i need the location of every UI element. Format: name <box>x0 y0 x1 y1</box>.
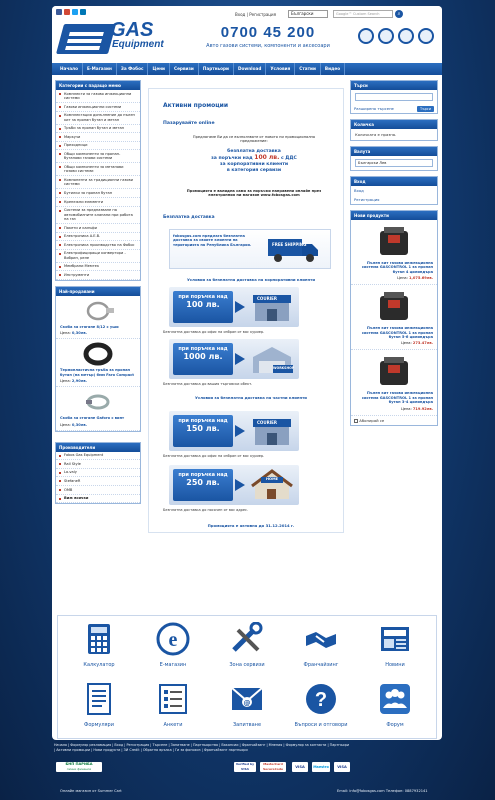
eshop-icon <box>156 622 190 656</box>
bank-logo[interactable] <box>56 762 102 772</box>
category-item[interactable]: Комплекти за газово инжекционни системи <box>56 90 140 103</box>
svg-text:@: @ <box>243 699 251 707</box>
search-box <box>350 80 438 114</box>
home-icon <box>249 469 295 501</box>
tile-pre: при поръчка над <box>178 294 228 300</box>
main-nav <box>52 63 442 75</box>
logo-text-gas: GAS <box>110 19 154 41</box>
cart-box <box>350 119 438 141</box>
category-item[interactable]: Крепежни елементи <box>56 198 140 207</box>
polls-icon <box>156 682 190 716</box>
nav-item-about[interactable]: За Фобос <box>117 63 149 75</box>
twitter-icon[interactable] <box>72 9 78 15</box>
forum-tile[interactable] <box>360 680 430 738</box>
delivery-tile <box>169 411 299 451</box>
news-label: Новини <box>385 662 405 668</box>
footer-links-row[interactable]: | Активни промоции | Нови продукти | ЗИ Credit | Обратна връзка | Ги за фонохиз | Франчайзинг партньори <box>54 748 248 752</box>
page <box>52 6 442 740</box>
ecu-box-icon <box>374 353 414 389</box>
price-label: Цена: <box>400 341 412 346</box>
bestseller-price: 2,90лв. <box>71 379 88 384</box>
nav-item-home[interactable]: Начало <box>52 63 83 75</box>
clamp-icon <box>78 390 118 414</box>
faq-tile[interactable] <box>286 680 356 738</box>
footer-badges <box>56 762 440 784</box>
certificate-badge-icon <box>398 28 414 44</box>
new-product-name[interactable]: Пълен кит газова инжекционна система GASCONTROL 1 за пропан бутан 4 цилиндъра <box>361 261 433 274</box>
language-select[interactable]: Български <box>288 10 328 18</box>
calculator-icon <box>82 622 116 656</box>
phone-label: Телефон: <box>385 789 404 793</box>
bestseller-name[interactable]: Скоба за стягане 8/12 с уши <box>60 324 119 329</box>
arrow-right-icon <box>235 353 245 365</box>
delivery-tile <box>169 465 299 505</box>
tools-icon <box>230 622 264 656</box>
social-links <box>56 9 86 15</box>
category-item[interactable]: Общи компоненти за метанови газови системи <box>56 163 140 176</box>
facebook-icon[interactable] <box>56 9 62 15</box>
free-shipping-label: FREE SHIPPING <box>272 242 307 247</box>
tile-pre: при поръчка над <box>178 472 228 478</box>
free-shipping-card <box>169 229 331 269</box>
tile-pre: при поръчка над <box>178 346 228 352</box>
envelope-at-icon <box>230 682 264 716</box>
login-link[interactable]: Вход <box>354 188 364 193</box>
ecu-box-icon <box>374 288 414 324</box>
categories-title: Категории с падащо меню <box>56 81 140 90</box>
price-label: Цена: <box>397 276 408 281</box>
category-item[interactable]: Бутилки за пропан бутан <box>56 189 140 198</box>
promo-subtitle: Пазарувайте online <box>163 121 215 126</box>
forms-icon <box>82 682 116 716</box>
new-product-item[interactable] <box>351 285 437 350</box>
courier-building-icon <box>249 291 295 323</box>
ecu-box-icon <box>374 223 414 259</box>
eshop-label: Е-магазин <box>159 662 187 668</box>
bestseller-item[interactable] <box>56 339 140 387</box>
contact-info <box>337 789 428 793</box>
nav-item-eshop[interactable]: Е-Магазин <box>83 63 117 75</box>
forum-people-icon <box>378 682 412 716</box>
bestsellers-box <box>55 286 141 432</box>
tile-label: HOME <box>266 477 279 481</box>
offer-line <box>179 155 329 162</box>
inquiry-tile[interactable] <box>212 680 282 738</box>
certificate-badge-icon <box>378 28 394 44</box>
category-item[interactable]: Мембрани Мемтек <box>56 263 140 272</box>
promo-intro: Предлагаме Ви да се възползвате от новото ни промоционално предложение: <box>192 135 316 144</box>
workshop-icon <box>249 343 295 375</box>
free-shipping-title: Безплатна доставка <box>163 215 215 220</box>
new-product-name[interactable]: Пълен кит газова инжекционна система GASCONTROL 1 за пропан бутан 3-4 цилиндъра <box>361 391 433 405</box>
price-label: Цена: <box>60 422 71 427</box>
bestseller-item[interactable] <box>56 387 140 430</box>
manufacturer-item[interactable]: Lo-valy <box>56 469 140 478</box>
nav-item-video[interactable]: Видео <box>321 63 345 75</box>
footer-links-row[interactable]: Начало | Формуляр рекламация | Вход | Регистрация | Търсене | Запитване | Партньорство | Вакансии | Франчайзинг | Мнения | Формуляр за контакти | Партньори <box>54 743 350 747</box>
arrow-right-icon <box>235 425 245 437</box>
category-item[interactable]: Общи компоненти за пропан-бутанови газови системи <box>56 150 140 163</box>
calculator-tile[interactable] <box>64 620 134 678</box>
tile-amount: 150 лв. <box>186 424 220 433</box>
cart-empty-text: Количката е празна. <box>355 132 397 137</box>
courier-building-icon <box>249 415 295 447</box>
nav-item-prices[interactable]: Цени <box>148 63 170 75</box>
new-product-item[interactable] <box>351 220 437 285</box>
question-icon <box>304 682 338 716</box>
nav-item-articles[interactable]: Статии <box>295 63 321 75</box>
offer-pre: за поръчки над <box>211 156 253 161</box>
currency-select[interactable]: Български Лев <box>355 159 433 167</box>
view-all-manufacturers-link[interactable]: Виж всички <box>56 495 140 504</box>
email-label: Email: <box>337 789 349 793</box>
category-item[interactable]: Компоненти за традиционни газови системи <box>56 176 140 189</box>
category-item[interactable]: Преходници <box>56 142 140 151</box>
bestseller-price: 0,30лв. <box>71 422 88 427</box>
franchise-label: Франчайзинг <box>303 662 339 668</box>
mastercard-securecode-badge: MasterCard SecureCode <box>260 762 286 772</box>
franchise-tile[interactable] <box>286 620 356 678</box>
right-column <box>350 80 438 431</box>
tile-label: COURIER <box>257 420 277 425</box>
register-link[interactable]: Регистрация <box>354 197 380 202</box>
promo-offer <box>179 149 329 174</box>
price-label: Цена: <box>60 379 71 384</box>
corporate-conditions-title: Условия за безплатна доставка на корпоративни клиенти <box>186 277 315 282</box>
free-shipping-text: fobosgas.com предлага безплатна доставка за своите клиенти на територията на Република България. <box>173 234 252 247</box>
nav-item-partners[interactable]: Партньори <box>199 63 234 75</box>
categories-box <box>55 80 141 281</box>
arrow-right-icon <box>235 301 245 313</box>
offer-line: в категория сервизи <box>226 168 282 173</box>
bestseller-price: 0,30лв. <box>71 331 88 336</box>
tile-caption: Безплатна доставка до офис на избран от вас куриер. <box>163 330 265 334</box>
eshop-tile[interactable] <box>138 620 208 678</box>
promo-end-date: Промоцията е активна до 31.12.2014 г. <box>207 523 295 528</box>
bestseller-name[interactable]: Скоба за стягане Gaforo с винт <box>60 416 125 421</box>
tagline: Авто газови системи, компоненти и аксесоари <box>206 43 330 49</box>
offer-line: за корпоративни клиенти <box>219 162 289 167</box>
forms-label: Формуляри <box>84 722 114 728</box>
manufacturers-box <box>55 442 141 505</box>
tile-caption: Безплатна доставка до посочен от вас адрес. <box>163 508 249 512</box>
category-item[interactable]: Инструменти <box>56 271 140 280</box>
maestro-badge: Maestro <box>312 762 330 772</box>
cart-title: Количка <box>351 120 437 129</box>
manufacturer-item[interactable]: StefaneR <box>56 477 140 486</box>
visa-badge: VISA <box>292 762 308 772</box>
inquiry-label: Запитване <box>232 722 262 728</box>
verified-by-visa-badge: Verified by VISA <box>235 762 255 771</box>
bestsellers-title: Най-продавани <box>56 287 140 296</box>
login-box <box>350 176 438 205</box>
offer-post: с ДДС <box>280 156 297 161</box>
certificate-badge-icon <box>418 28 434 44</box>
tile-pre: при поръчка над <box>178 418 228 424</box>
quick-links-grid <box>57 615 437 739</box>
price-label: Цена: <box>60 331 71 336</box>
search-icon[interactable]: ⌕ <box>395 10 403 18</box>
certificate-badge-icon <box>358 28 374 44</box>
login-register-links[interactable]: Вход | Регистрация <box>235 12 277 17</box>
new-product-price: 273.47лв. <box>412 341 433 346</box>
manufacturer-item[interactable]: Rail Style <box>56 460 140 469</box>
currency-box <box>350 146 438 171</box>
left-column <box>55 80 141 509</box>
service-zone-tile[interactable] <box>212 620 282 678</box>
svg-text:?: ? <box>314 689 328 711</box>
svg-text:e: e <box>168 629 178 651</box>
bank-sub: лични финанси <box>66 767 92 771</box>
advanced-search-link[interactable]: Разширено търсене <box>354 106 394 111</box>
category-item[interactable]: Комплектация допълнение до пълен кит за пропан бутан и метан <box>56 112 140 125</box>
new-product-name[interactable]: Пълен кит газова инжекционна система GASCONTROL 1 за пропан бутан 5-6 цилиндъра <box>361 326 433 340</box>
currency-title: Валута <box>351 147 437 156</box>
search-input[interactable] <box>355 93 433 101</box>
tile-label: COURIER <box>257 296 277 301</box>
handshake-icon <box>304 622 338 656</box>
private-conditions-title: Условия за безплатна доставка на частни клиенти <box>195 395 307 400</box>
manufacturer-item[interactable]: OMB <box>56 486 140 495</box>
google-search-input[interactable]: Google™ Custom Search <box>333 10 393 18</box>
footer <box>52 740 442 798</box>
offer-line: безплатна доставка <box>227 149 281 154</box>
new-products-title: Нови продукти <box>351 211 437 220</box>
category-item[interactable]: Маркучи <box>56 133 140 142</box>
google-plus-icon[interactable] <box>64 9 70 15</box>
category-item[interactable]: Пакети и калъфи <box>56 224 140 233</box>
bestseller-item[interactable] <box>56 296 140 339</box>
promotions-panel <box>148 88 344 533</box>
category-item[interactable]: Електроника A.E.B. <box>56 233 140 242</box>
clamp-icon <box>78 299 118 323</box>
polls-tile[interactable] <box>138 680 208 738</box>
tile-caption: Безплатна доставка до офис на избран от вас куриер. <box>163 454 265 458</box>
new-product-price: 1,075.69лв. <box>408 276 433 281</box>
category-item[interactable]: Електрофициращи конвертори - Вобрин, реле <box>56 250 140 263</box>
bank-name: БНП ПАРИБА <box>65 762 93 766</box>
category-item[interactable]: Тръби за пропан бутан и метан <box>56 125 140 134</box>
search-button[interactable]: Търси <box>417 106 434 112</box>
linkedin-icon[interactable] <box>80 9 86 15</box>
subscribe-checkbox[interactable] <box>354 419 358 423</box>
subscribe-label: Абонирай се <box>359 417 385 423</box>
tile-label: WORKSHOP <box>273 366 295 370</box>
logo-mark-icon <box>56 24 116 54</box>
polls-label: Анкети <box>163 722 183 728</box>
truck-icon <box>266 236 322 264</box>
bestseller-name[interactable]: Термопластична тръба за пропан бутан (на метър) 6мм Faro Compact <box>60 368 135 377</box>
arrow-right-icon <box>235 479 245 491</box>
forms-tile[interactable] <box>64 680 134 738</box>
manufacturers-title: Производители <box>56 443 140 452</box>
delivery-tile <box>169 339 299 379</box>
header <box>52 6 442 62</box>
new-product-price: 719.92лв. <box>412 406 433 411</box>
tile-amount: 1000 лв. <box>183 352 223 361</box>
news-icon <box>378 622 412 656</box>
footer-links <box>52 740 442 753</box>
calculator-label: Калкулатор <box>83 662 115 668</box>
service-zone-label: Зона сервизи <box>229 662 265 668</box>
nav-item-download[interactable]: Download <box>234 63 266 75</box>
delivery-tile <box>169 287 299 327</box>
forum-label: Форум <box>386 722 404 728</box>
new-products-box <box>350 210 438 426</box>
category-item[interactable]: Системи за предпазване на автомобилните клапани при работа на газ <box>56 207 140 224</box>
visa-badge: VISA <box>334 762 350 772</box>
category-item[interactable]: Газови инжекционни системи <box>56 103 140 112</box>
manufacturer-item[interactable]: Fobos Gas Equipment <box>56 452 140 461</box>
site-wrapper <box>52 6 442 800</box>
news-tile[interactable] <box>360 620 430 678</box>
page-title: Активни промоции <box>163 102 229 109</box>
tube-icon <box>78 342 118 366</box>
search-title: Търси <box>351 81 437 90</box>
price-label: Цена: <box>400 406 412 411</box>
phone-number: 0700 45 200 <box>220 24 316 41</box>
tile-caption: Безплатна доставка до вашия търговски обект. <box>163 382 253 386</box>
nav-item-services[interactable]: Сервизи <box>170 63 199 75</box>
promo-note: Промоцията е валидна само за поръчки направени онлайн през електронния ни магазин www.fobosgas.com <box>186 189 322 198</box>
login-title: Вход <box>351 177 437 186</box>
nav-item-conditions[interactable]: Условия <box>266 63 295 75</box>
category-item[interactable]: Електроника производство на Фобос <box>56 241 140 250</box>
copyright: Онлайн магазин от Summer Cart <box>60 789 122 793</box>
tile-amount: 250 лв. <box>186 478 220 487</box>
tile-amount: 100 лв. <box>186 300 220 309</box>
footer-phone: 0887932141 <box>404 789 428 793</box>
new-product-item[interactable] <box>351 350 437 415</box>
logo[interactable] <box>60 20 186 58</box>
faq-label: Въпроси и отговори <box>294 722 348 728</box>
email-link[interactable]: info@fobosgas.com <box>349 789 385 793</box>
logo-text-equipment: Equipment <box>112 39 164 50</box>
offer-amount: 100 лв. <box>254 154 280 161</box>
